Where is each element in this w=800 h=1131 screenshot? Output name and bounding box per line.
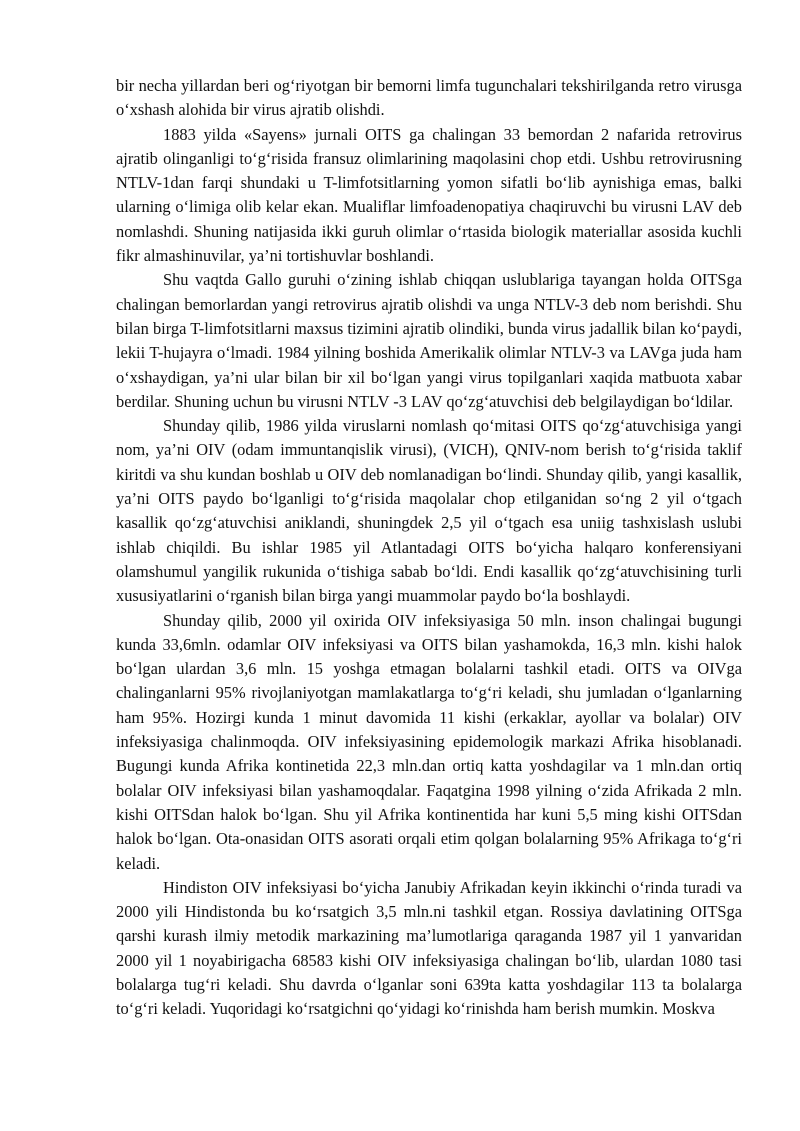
paragraph-1: bir necha yillardan beri og‘riyotgan bir bemorni limfa tugunchalari tekshirilganda retro virusga o‘xshash alohida bir virus ajratib olishdi. (116, 76, 742, 120)
paragraph-4: Shunday qilib, 1986 yilda viruslarni nomlash qo‘mitasi OITS qo‘zg‘atuvchisiga yangi nom, ya’ni OIV (odam immuntanqislik virusi), (VICH), QNIV-nom berish to‘g‘risida taklif kiritdi va shu kundan boshlab u OIV deb nomlanadigan bo‘lindi. Shunday qilib, yangi kasallik, ya’ni OITS paydo bo‘lganligi to‘g‘risida maqolalar chop etilganidan so‘ng 2 yil o‘tgach kasallik qo‘zg‘atuvchisi aniklandi, shuningdek 2,5 yil o‘tgach esa uniig tashxislash uslubi ishlab chiqildi. Bu ishlar 1985 yil Atlantadagi OITS bo‘yicha halqaro konferensiyani olamshumul yangilik rukunida o‘tishiga sabab bo‘ldi. Endi kasallik qo‘zg‘atuvchisining turli xususiyatlarini o‘rganish bilan birga yangi muammolar paydo bo‘la boshlaydi. (116, 416, 742, 606)
paragraph-6: Hindiston OIV infeksiyasi bo‘yicha Janubiy Afrikadan keyin ikkinchi o‘rinda turadi va 2000 yili Hindistonda bu ko‘rsatgich 3,5 mln.ni tashkil etgan. Rossiya davlatining OITSga qarshi kurash ilmiy metodik markazining ma’lumotlariga qaraganda 1987 yil 1 yanvaridan 2000 yil 1 noyabirigacha 68583 kishi OIV infeksiyasiga chalingan bo‘lib, ulardan 1080 tasi bolalarga tug‘ri keladi. Shu davrda o‘lganlar soni 639ta katta yoshdagilar 113 ta bolalarga to‘g‘ri keladi. Yuqoridagi ko‘rsatgichni qo‘yidagi ko‘rinishda ham berish mumkin. Moskva (116, 877, 742, 1019)
paragraph-5: Shunday qilib, 2000 yil oxirida OIV infeksiyasiga 50 mln. inson chalingai bugungi kunda 33,6mln. odamlar OIV infeksiyasi va OITS bilan yashamokda, 16,3 mln. kishi halok bo‘lgan ulardan 3,6 mln. 15 yoshga etmagan bolalarni tashkil etadi. OITS va OIVga chalinganlarni 95% rivojlaniyotgan mamlakatlarga to‘g‘ri keladi, shu jumladan o‘lganlarning ham 95%. Hozirgi kunda 1 minut davomida 11 kishi (erkaklar, ayollar va bolalar) OIV infeksiyasiga chalinmoqda. OIV infeksiyasining epidemologik markazi Afrika hisoblanadi. Bugungi kunda Afrika kontinetida 22,3 mln.dan ortiq katta yoshdagilar va 1 mln.dan ortiq bolalar OIV infeksiyasi bilan yashamoqdalar. Faqatgina 1998 yilning o‘zida Afrikada 2 mln. kishi OITSdan halok bo‘lgan. Shu yil Afrika kontinentida har kuni 5,5 ming kishi OITSdan halok bo‘lgan. Ota-onasidan OITS asorati orqali etim qolgan bolalarning 95% Afrikaga to‘g‘ri keladi. (116, 610, 742, 873)
paragraph-3: Shu vaqtda Gallo guruhi o‘zining ishlab chiqqan uslublariga tayangan holda OITSga chalingan bemorlardan yangi retrovirus ajratib olishdi va unga NTLV-3 deb nom berishdi. Shu bilan birga T-limfotsitlarni maxsus tizimini ajratib olindiki, bunda virus jadallik bilan ko‘paydi, lekii T-hujayra o‘lmadi. 1984 yilning boshida Amerikalik olimlar NTLV-3 va LAVga juda ham o‘xshaydigan, ya’ni ular bilan bir xil bo‘lgan yangi virus topilganlari xaqida matbuota xabar berdilar. Shuning uchun bu virusni NTLV -3 LAV qo‘zg‘atuvchisi deb belgilaydigan bo‘ldilar. (116, 270, 742, 411)
paragraph-2: 1883 yilda «Sayens» jurnali OITS ga chalingan 33 bemordan 2 nafarida retrovirus ajratib olinganligi to‘g‘risida fransuz olimlarining maqolasini chop etdi. Ushbu retrovirusning NTLV-1dan farqi shundaki u T-limfotsitlarning yomon sifatli bo‘lib aynishiga emas, balki ularning o‘limiga olib kelar ekan. Mualiflar limfoadenopatiya chaqiruvchi bu virusni LAV deb nomlashdi. Shuning natijasida ikki guruh olimlar o‘rtasida biologik materiallar asosida kuchli fikr almashinuvilar, ya’ni tortishuvlar boshlandi. (116, 124, 742, 266)
document-page (116, 74, 742, 1022)
